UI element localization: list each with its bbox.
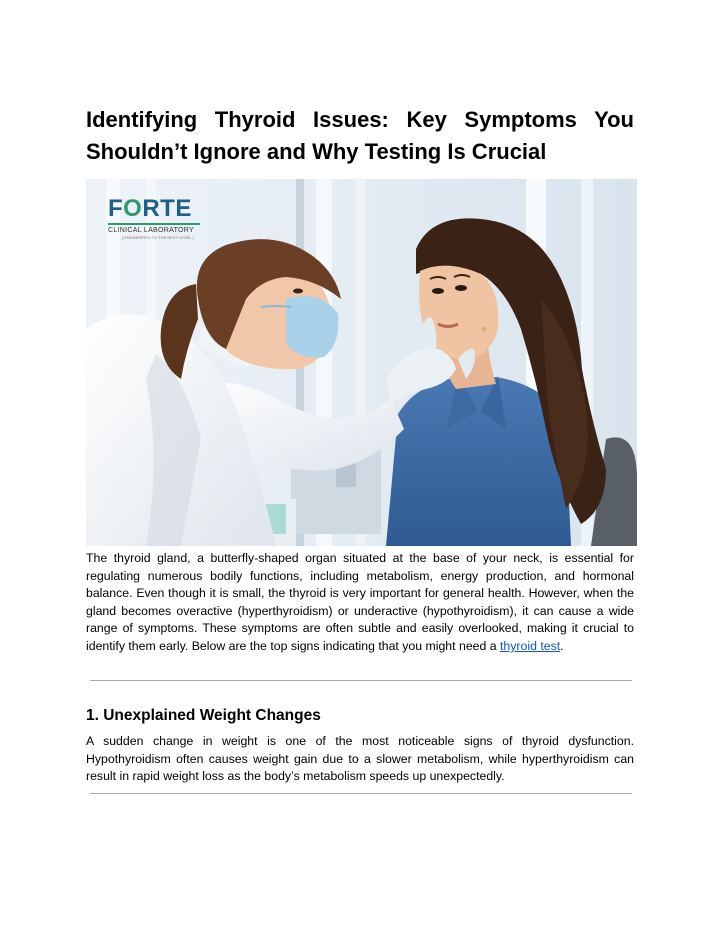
- section-divider: [90, 680, 632, 681]
- logo-tagline: [ ENGINEERED TO THE NEXT LEVEL ]: [122, 235, 194, 240]
- section-body: A sudden change in weight is one of the most noticeable signs of thyroid dysfunction. Hypothyroidism often causes weight gain due to a slower metabolism, while hyperthyroidism can result in rapid weight loss as the body’s metabolism speeds up unexpectedly.: [86, 734, 634, 784]
- logo-wordmark: FORTE: [108, 195, 192, 222]
- intro-end: .: [560, 638, 564, 653]
- section-divider: [90, 793, 632, 794]
- hero-image: [86, 179, 637, 546]
- section-heading: 1. Unexplained Weight Changes: [86, 707, 321, 724]
- intro-text: The thyroid gland, a butterfly-shaped organ situated at the base of your neck, is essential for regulating numerous bodily functions, including metabolism, energy production, and hormonal balance. Even though it is small, the thyroid is very important for general health. However, when the gland becomes overactive (hyperthyroidism) or underactive (hypothyroidism), it can cause a wide range of symptoms. These symptoms are often subtle and easily overlooked, making it crucial to identify them early. Below are the top signs indicating that you might need a: [86, 551, 634, 653]
- intro-paragraph: [86, 550, 634, 656]
- logo-underline: [108, 223, 200, 225]
- thyroid-test-link[interactable]: thyroid test: [500, 638, 561, 653]
- forte-logo: [108, 197, 208, 241]
- logo-subtitle: CLINICAL LABORATORY: [108, 227, 194, 234]
- article-title: Identifying Thyroid Issues: Key Symptoms You Shouldn’t Ignore and Why Testing Is Crucial: [86, 107, 634, 164]
